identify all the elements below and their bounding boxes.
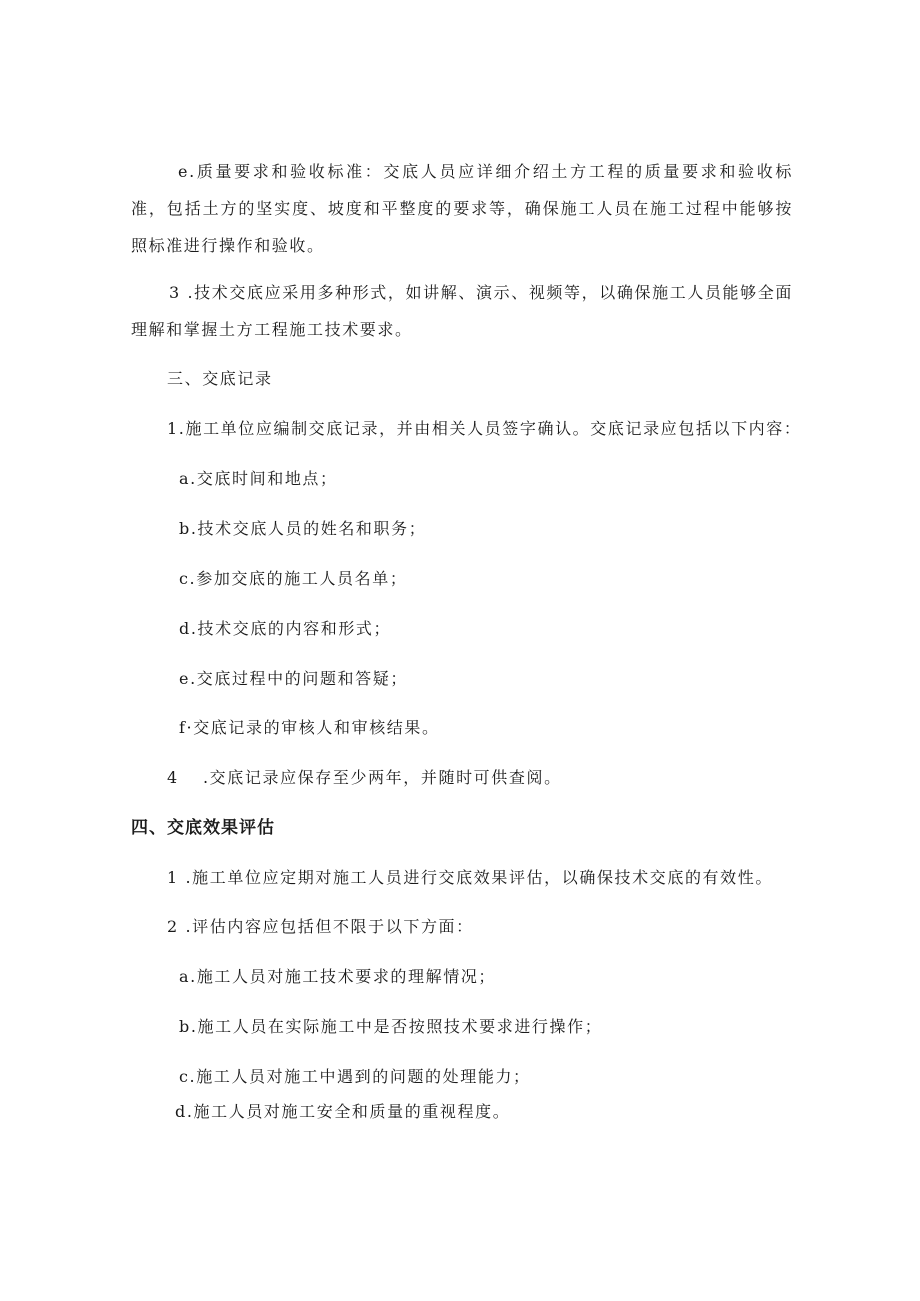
section-4-sub-item-c: c.施工人员对施工中遇到的问题的处理能力； (179, 1067, 531, 1086)
section-3-item-4-text: .交底记录应保存至少两年，并随时可供查阅。 (203, 768, 562, 787)
section-3-sub-item-c: c.参加交底的施工人员名单； (179, 569, 408, 588)
section-3-sub-item-f: f·交底记录的审核人和审核结果。 (179, 718, 440, 737)
section-3-sub-item-e: e.交底过程中的问题和答疑； (179, 669, 408, 688)
section-3-sub-item-b: b.技术交底人员的姓名和职务； (179, 519, 427, 538)
section-4-item-1: 1 .施工单位应定期对施工人员进行交底效果评估，以确保技术交底的有效性。 (167, 868, 773, 887)
section-4-sub-item-b: b.施工人员在实际施工中是否按照技术要求进行操作； (179, 1017, 603, 1036)
section-3-heading: 三、交底记录 (167, 369, 273, 388)
quality-requirements-paragraph: e.质量要求和验收标准：交底人员应详细介绍土方工程的质量要求和验收标准，包括土方的坚实度、坡度和平整度的要求等，确保施工人员在施工过程中能够按照标准进行操作和验收。 (131, 162, 793, 255)
technical-disclosure-forms-paragraph: 3 .技术交底应采用多种形式，如讲解、演示、视频等，以确保施工人员能够全面理解和掌握土方工程施工技术要求。 (131, 283, 793, 339)
section-4-heading: 四、交底效果评估 (131, 818, 275, 838)
section-4-sub-item-d: d.施工人员对施工安全和质量的重视程度。 (175, 1102, 511, 1121)
section-4-sub-item-a: a.施工人员对施工技术要求的理解情况； (179, 967, 497, 986)
section-3-item-4-number: 4 (167, 768, 179, 787)
section-4-item-2: 2 .评估内容应包括但不限于以下方面： (167, 917, 474, 936)
section-3-sub-item-a: a.交底时间和地点； (179, 469, 338, 488)
section-3-item-1: 1.施工单位应编制交底记录，并由相关人员签字确认。交底记录应包括以下内容： (167, 419, 802, 438)
section-3-sub-item-d: d.技术交底的内容和形式； (179, 619, 392, 638)
